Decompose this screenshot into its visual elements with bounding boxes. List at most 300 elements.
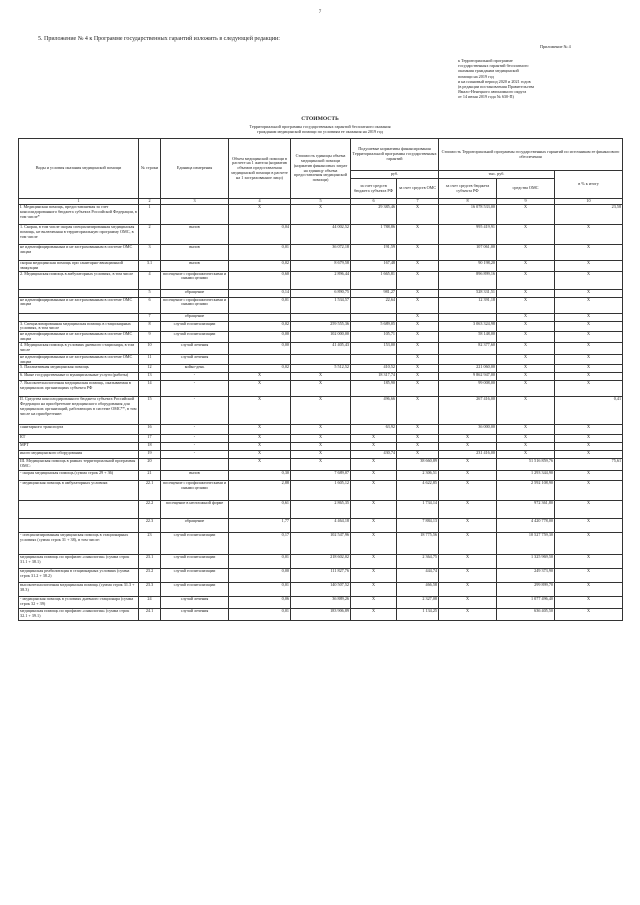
table-cell: X: [351, 609, 397, 621]
table-cell: X: [291, 381, 351, 397]
table-cell: не идентифицированным и не застрахованным в системе ОМС лицам: [19, 332, 139, 343]
table-cell: X: [397, 342, 439, 354]
table-cell: 249 373,90: [497, 569, 555, 583]
table-cell: -: [161, 443, 229, 451]
table-cell: X: [397, 443, 439, 451]
table-cell: 4 420 778,00: [497, 519, 555, 533]
table-cell: 0,02: [229, 261, 291, 272]
table-row: [19, 471, 623, 481]
table-cell: санитарного транспорта: [19, 425, 139, 435]
table-cell: медицинская помощь по профилю «онкология» (сумма строк 32.1 + 39.1): [19, 609, 139, 621]
table-cell: 38 660,89: [397, 459, 439, 471]
table-cell: X: [397, 354, 439, 365]
table-cell: медицинская реабилитация в стационарных условиях (сумма строк 31.2 + 38.2): [19, 569, 139, 583]
table-cell: 15: [139, 397, 161, 425]
table-cell: X: [555, 332, 623, 343]
table-cell: вызов: [161, 261, 229, 272]
table-cell: 2: [139, 225, 161, 245]
table-cell: 2 865,35: [291, 501, 351, 519]
table-cell: X: [351, 459, 397, 471]
table-cell: X: [497, 297, 555, 313]
annex-body: [458, 58, 606, 100]
table-cell: 0,01: [229, 583, 291, 597]
table-cell: X: [555, 425, 623, 435]
table-cell: X: [497, 271, 555, 289]
table-cell: 185,90: [351, 381, 397, 397]
table-cell: X: [351, 501, 397, 519]
table-cell: X: [397, 373, 439, 381]
table-cell: 24.1: [139, 609, 161, 621]
table-cell: X: [555, 583, 623, 597]
table-cell: 63,92: [351, 425, 397, 435]
table-row: [19, 501, 623, 519]
table-cell: [291, 313, 351, 321]
table-cell: X: [397, 271, 439, 289]
table-cell: [19, 519, 139, 533]
table-row: [19, 609, 623, 621]
table-row: [19, 342, 623, 354]
table-cell: 0,02: [229, 321, 291, 332]
table-row: [19, 289, 623, 297]
table-cell: 13: [139, 373, 161, 381]
table-cell: 22,64: [351, 297, 397, 313]
table-row: [19, 451, 623, 459]
table-cell: 23,58: [555, 205, 623, 225]
table-cell: X: [397, 205, 439, 225]
table-cell: X: [497, 332, 555, 343]
table-cell: I. Медицинская помощь, предоставляемая за счет консолидированного бюджета субъекта Российской Федерации, в том числе*: [19, 205, 139, 225]
table-cell: X: [351, 555, 397, 569]
table-cell: 2 364,75: [397, 555, 439, 569]
table-cell: 3. Специализированная медицинская помощь в стационарных условиях, в том числе: [19, 321, 139, 332]
table-cell: 1 293 344,90: [497, 471, 555, 481]
table-cell: 58 148,00: [439, 332, 497, 343]
table-cell: 7 884,13: [397, 519, 439, 533]
table-cell: 981,27: [351, 289, 397, 297]
table-cell: 153,00: [351, 342, 397, 354]
table-cell: обращение: [161, 519, 229, 533]
table-cell: X: [555, 481, 623, 501]
document-title: СТОИМОСТЬ: [301, 116, 339, 122]
table-cell: 19: [139, 451, 161, 459]
table-cell: X: [351, 471, 397, 481]
table-cell: X: [439, 459, 497, 471]
table-cell: X: [291, 397, 351, 425]
table-cell: не идентифицированным и не застрахованным в системе ОМС лицам: [19, 297, 139, 313]
table-cell: 259 555,36: [291, 321, 351, 332]
header-cell: руб.: [351, 171, 439, 179]
table-row: [19, 555, 623, 569]
table-cell: 430,74: [351, 451, 397, 459]
table-cell: X: [497, 289, 555, 297]
annex-title: Приложение № 4: [540, 44, 571, 49]
table-cell: [351, 313, 397, 321]
table-cell: 167,48: [351, 261, 397, 272]
table-cell: обращение: [161, 289, 229, 297]
table-row: [19, 397, 623, 425]
table-cell: X: [497, 397, 555, 425]
table-cell: 17: [139, 435, 161, 443]
table-cell: случай госпитализации: [161, 555, 229, 569]
table-cell: 23.3: [139, 583, 161, 597]
table-cell: X: [397, 365, 439, 373]
table-cell: случай лечения: [161, 597, 229, 609]
table-cell: X: [497, 261, 555, 272]
table-cell: X: [497, 373, 555, 381]
table-cell: X: [439, 519, 497, 533]
table-cell: X: [555, 555, 623, 569]
table-cell: 24: [139, 597, 161, 609]
column-number-cell: 4: [229, 199, 291, 205]
table-cell: X: [497, 381, 555, 397]
table-cell: III. Медицинская помощь в рамках территориальной программы ОМС:: [19, 459, 139, 471]
table-row: [19, 425, 623, 435]
table-cell: 496,66: [351, 397, 397, 425]
table-cell: 107 061,00: [439, 245, 497, 261]
table-cell: [161, 205, 229, 225]
table-cell: 11: [139, 354, 161, 365]
table-cell: X: [439, 471, 497, 481]
table-row: [19, 459, 623, 471]
table-cell: X: [229, 373, 291, 381]
table-cell: -: [161, 425, 229, 435]
table-cell: вызов: [161, 245, 229, 261]
table-cell: -: [161, 381, 229, 397]
table-cell: скорая медицинская помощь при санитарно-авиационной эвакуации: [19, 261, 139, 272]
table-row: [19, 435, 623, 443]
table-cell: не идентифицированным и не застрахованным в системе ОМС лицам: [19, 245, 139, 261]
table-row: [19, 245, 623, 261]
table-cell: 140 507,52: [291, 583, 351, 597]
table-cell: X: [351, 519, 397, 533]
table-cell: [161, 459, 229, 471]
table-cell: X: [555, 435, 623, 443]
table-cell: 0,00: [229, 332, 291, 343]
table-cell: X: [555, 297, 623, 313]
table-cell: X: [397, 245, 439, 261]
table-cell: X: [229, 443, 291, 451]
table-cell: 2 592 108,90: [497, 481, 555, 501]
column-number-cell: 3: [161, 199, 229, 205]
table-row: [19, 225, 623, 245]
table-cell: - скорая медицинская помощь (сумма строк 29 + 36): [19, 471, 139, 481]
table-cell: 14: [139, 381, 161, 397]
table-cell: 9: [139, 332, 161, 343]
table-cell: X: [497, 205, 555, 225]
table-cell: вызов: [161, 225, 229, 245]
table-cell: 1 325 969,50: [497, 555, 555, 569]
table-cell: 2. Медицинская помощь в амбулаторных условиях, в том числе: [19, 271, 139, 289]
table-cell: 36 000,00: [439, 425, 497, 435]
table-cell: 5 689,05: [351, 321, 397, 332]
table-row: [19, 261, 623, 272]
table-cell: X: [291, 459, 351, 471]
table-cell: X: [439, 569, 497, 583]
table-cell: X: [555, 381, 623, 397]
table-cell: 6 890,75: [291, 289, 351, 297]
table-cell: 0,17: [229, 533, 291, 555]
table-cell: 0,01: [229, 555, 291, 569]
table-row: [19, 297, 623, 313]
table-cell: X: [555, 519, 623, 533]
table-cell: 995 419,91: [439, 225, 497, 245]
table-cell: 4 622,85: [397, 481, 439, 501]
table-cell: 10: [139, 342, 161, 354]
table-cell: случай лечения: [161, 609, 229, 621]
table-cell: X: [497, 245, 555, 261]
table-cell: X: [497, 451, 555, 459]
header-cell: Стоимость Территориальной программы государственных гарантий по источникам ее финансового обеспечения: [439, 139, 623, 171]
table-cell: 12 391,18: [439, 297, 497, 313]
table-cell: X: [439, 555, 497, 569]
table-cell: X: [291, 205, 351, 225]
header-cell: тыс. руб.: [439, 171, 555, 179]
table-cell: случай лечения: [161, 342, 229, 354]
table-cell: высокотехнологичная медицинская помощь (сумма строк 31.3 + 38.3): [19, 583, 139, 597]
table-cell: X: [555, 245, 623, 261]
annex-line: государственных гарантий бесплатного: [458, 63, 529, 69]
annex-line: Ямало-Ненецкого автономного округа: [458, 89, 527, 95]
table-cell: 41 405,43: [291, 342, 351, 354]
header-cell: средства ОМС: [497, 179, 555, 199]
table-cell: 267 416,00: [439, 397, 497, 425]
header-cell: Объем медицинской помощи в расчете на 1 жителя (норматив объемов предоставления медицинской помощи в расчете на 1 застрахованное лицо): [229, 139, 291, 199]
table-cell: 7. Высокотехнологичная медицинская помощь, оказываемая в медицинских организациях субъекта РФ: [19, 381, 139, 397]
header-cell: Стоимость единицы объема медицинской помощи (норматив финансовых затрат на единицу объема предоставления медицинской помощи): [291, 139, 351, 199]
column-number-cell: 1: [19, 199, 139, 205]
header-cell: Виды и условия оказания медицинской помощи: [19, 139, 139, 199]
table-cell: [229, 313, 291, 321]
table-cell: X: [397, 261, 439, 272]
table-cell: случай госпитализации: [161, 321, 229, 332]
table-cell: X: [291, 425, 351, 435]
table-cell: X: [497, 225, 555, 245]
table-cell: медицинская помощь по профилю «онкология» (сумма строк 31.1 + 38.1): [19, 555, 139, 569]
table-cell: 183 906,89: [291, 609, 351, 621]
table-cell: 22.3: [139, 519, 161, 533]
table-cell: 7: [139, 313, 161, 321]
table-row: [19, 313, 623, 321]
table-cell: 8 679,58: [291, 261, 351, 272]
table-cell: 99 008,00: [439, 381, 497, 397]
table-cell: 972 361,80: [497, 501, 555, 519]
table-row: [19, 354, 623, 365]
table-cell: 0,01: [229, 245, 291, 261]
table-cell: 231 416,00: [439, 451, 497, 459]
table-cell: X: [555, 365, 623, 373]
table-cell: 0,00: [229, 569, 291, 583]
subtitle-line: гражданам медицинской помощи по условиям ее оказания на 2019 год: [257, 129, 383, 134]
column-number-cell: 9: [497, 199, 555, 205]
table-cell: X: [291, 373, 351, 381]
table-cell: 0,06: [229, 597, 291, 609]
table-cell: X: [555, 261, 623, 272]
table-row: [19, 381, 623, 397]
table-cell: X: [397, 321, 439, 332]
column-number-cell: 2: [139, 199, 161, 205]
table-cell: 299 899,70: [497, 583, 555, 597]
table-cell: 2 327,08: [397, 597, 439, 609]
table-cell: КТ: [19, 435, 139, 443]
table-cell: 4. Медицинская помощь в условиях дневного стационара, в том числе: [19, 342, 139, 354]
table-cell: 1 788,86: [351, 225, 397, 245]
table-cell: 2 306,51: [397, 471, 439, 481]
table-cell: -: [161, 435, 229, 443]
table-cell: X: [555, 225, 623, 245]
table-cell: X: [439, 435, 497, 443]
table-cell: МРТ: [19, 443, 139, 451]
document-subtitle: [195, 124, 445, 134]
table-cell: 0,41: [555, 397, 623, 425]
table-cell: X: [397, 451, 439, 459]
table-cell: 5: [139, 289, 161, 297]
table-cell: X: [397, 225, 439, 245]
table-cell: X: [555, 313, 623, 321]
table-cell: X: [555, 597, 623, 609]
table-cell: 1 134,25: [397, 609, 439, 621]
table-cell: 23: [139, 533, 161, 555]
table-cell: X: [351, 443, 397, 451]
table-row: [19, 519, 623, 533]
table-cell: 3: [139, 245, 161, 261]
table-cell: X: [555, 501, 623, 519]
table-cell: -: [161, 373, 229, 381]
table-cell: 36 072,18: [291, 245, 351, 261]
table-cell: X: [397, 381, 439, 397]
header-cell: Подушевые нормативы финансирования Территориальной программы государственных гарантий: [351, 139, 439, 171]
table-cell: X: [497, 425, 555, 435]
annex-line: (в редакции постановления Правительства: [458, 84, 535, 90]
table-cell: 2,88: [229, 481, 291, 501]
table-cell: X: [229, 435, 291, 443]
annex-line: и на плановый период 2020 и 2021 годов: [458, 78, 531, 84]
table-row: [19, 481, 623, 501]
header-cell: Единица измерения: [161, 139, 229, 199]
table-cell: X: [439, 597, 497, 609]
table-cell: X: [351, 533, 397, 555]
table-cell: 82 377,60: [439, 342, 497, 354]
header-cell: за счет средств ОМС: [397, 179, 439, 199]
table-cell: X: [397, 332, 439, 343]
table-cell: X: [397, 397, 439, 425]
table-cell: 21: [139, 471, 161, 481]
table-cell: - специализированная медицинская помощь в стационарных условиях (сумма строк 31 + 38), в том числе:: [19, 533, 139, 555]
table-cell: 12: [139, 365, 161, 373]
table-cell: X: [555, 569, 623, 583]
table-cell: обращение: [161, 313, 229, 321]
table-cell: 6. Иные государственные и муниципальные услуги (работы): [19, 373, 139, 381]
table-cell: X: [291, 435, 351, 443]
table-cell: 410,52: [351, 365, 397, 373]
table-row: [19, 443, 623, 451]
table-cell: 2 896,44: [291, 271, 351, 289]
table-cell: 0,01: [229, 609, 291, 621]
table-cell: 16 078 533,00: [439, 205, 497, 225]
table-cell: 36 889,26: [291, 597, 351, 609]
table-row: [19, 321, 623, 332]
table-cell: [439, 354, 497, 365]
table-cell: 1,77: [229, 519, 291, 533]
table-cell: X: [555, 533, 623, 555]
table-cell: 23.2: [139, 569, 161, 583]
table-cell: не идентифицированным и не застрахованным в системе ОМС лицам: [19, 354, 139, 365]
table-cell: 0,04: [229, 225, 291, 245]
table-cell: случай госпитализации: [161, 332, 229, 343]
table-cell: - медицинская помощь в амбулаторных условиях: [19, 481, 139, 501]
table-cell: 6: [139, 297, 161, 313]
table-cell: X: [439, 443, 497, 451]
table-cell: 75,61: [555, 459, 623, 471]
table-cell: 0,61: [229, 501, 291, 519]
table-cell: X: [555, 321, 623, 332]
table-cell: 221 060,00: [439, 365, 497, 373]
table-cell: X: [555, 271, 623, 289]
annex-line: помощи на 2019 год: [458, 73, 494, 79]
table-cell: 444,74: [397, 569, 439, 583]
table-row: [19, 569, 623, 583]
cost-table: [18, 138, 623, 621]
table-cell: 18 317,74: [351, 373, 397, 381]
table-cell: X: [229, 397, 291, 425]
table-cell: X: [555, 373, 623, 381]
table-cell: случай госпитализации: [161, 569, 229, 583]
table-cell: 896 899,16: [439, 271, 497, 289]
table-cell: X: [439, 583, 497, 597]
table-cell: X: [351, 435, 397, 443]
table-cell: случай лечения: [161, 354, 229, 365]
page-number: 7: [318, 10, 322, 15]
table-cell: X: [555, 342, 623, 354]
table-cell: X: [351, 481, 397, 501]
table-cell: 528 331,51: [439, 289, 497, 297]
table-row: [19, 271, 623, 289]
table-cell: иного медицинского оборудования: [19, 451, 139, 459]
table-cell: 8: [139, 321, 161, 332]
table-cell: 1 734,14: [397, 501, 439, 519]
table-cell: 1: [139, 205, 161, 225]
table-cell: X: [555, 354, 623, 365]
table-cell: [439, 313, 497, 321]
table-row: [19, 533, 623, 555]
table-cell: 1 534,57: [291, 297, 351, 313]
table-cell: 18 775,56: [397, 533, 439, 555]
table-cell: X: [291, 451, 351, 459]
table-cell: койко-день: [161, 365, 229, 373]
table-cell: -: [161, 451, 229, 459]
table-cell: 51 516 859,76: [497, 459, 555, 471]
table-cell: [19, 501, 139, 519]
table-cell: II. Средства консолидированного бюджета субъекта Российской Федерации на приобретение медицинского оборудования для медицинских организаций, работающих в системе ОМС**, в том числе на приобретение:: [19, 397, 139, 425]
table-cell: X: [229, 381, 291, 397]
table-cell: X: [439, 609, 497, 621]
table-cell: 29 385,46: [351, 205, 397, 225]
table-cell: X: [397, 289, 439, 297]
column-number-cell: 10: [555, 199, 623, 205]
table-cell: X: [555, 443, 623, 451]
table-cell: X: [497, 321, 555, 332]
table-row: [19, 583, 623, 597]
table-cell: -: [161, 397, 229, 425]
column-number-cell: 5: [291, 199, 351, 205]
table-cell: 23.1: [139, 555, 161, 569]
column-number-cell: 6: [351, 199, 397, 205]
table-cell: X: [555, 289, 623, 297]
table-cell: X: [497, 435, 555, 443]
table-cell: 22.1: [139, 481, 161, 501]
table-cell: X: [555, 471, 623, 481]
table-cell: 0,02: [229, 365, 291, 373]
table-cell: X: [497, 365, 555, 373]
